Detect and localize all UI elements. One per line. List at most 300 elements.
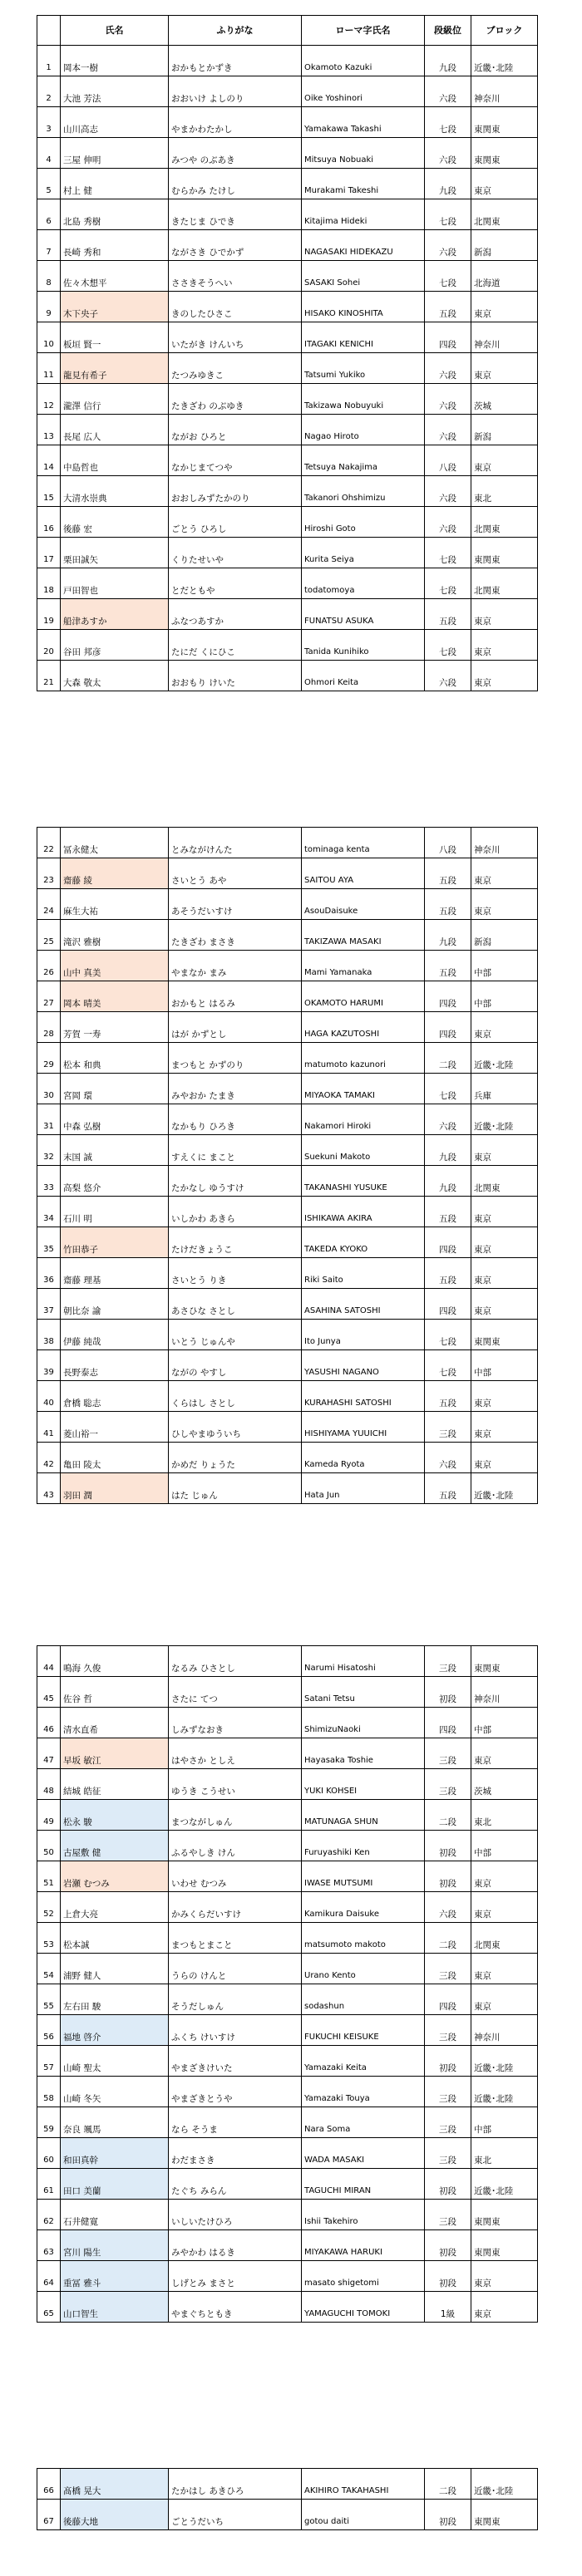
romaji-name-cell: FUNATSU ASUKA [302, 599, 425, 630]
furigana-cell: たつみゆきこ [169, 353, 302, 384]
row-number-cell: 31 [37, 1104, 61, 1135]
romaji-name-cell: AKIHIRO TAKAHASHI [302, 2469, 425, 2500]
dan-rank-cell: 七段 [425, 538, 471, 568]
name-cell: 佐々木想平 [61, 261, 169, 292]
name-cell: 三屋 伸明 [61, 138, 169, 169]
dan-rank-cell: 六段 [425, 76, 471, 107]
block-cell: 東北 [471, 476, 538, 507]
table-row [37, 828, 538, 858]
name-cell: 鳴海 久俊 [61, 1646, 169, 1677]
furigana-cell: ふなつあすか [169, 599, 302, 630]
table-row [37, 1708, 538, 1738]
furigana-cell: わだまさき [169, 2138, 302, 2169]
furigana-cell: いしいたけひろ [169, 2200, 302, 2230]
row-number-cell: 48 [37, 1769, 61, 1800]
block-cell: 神奈川 [471, 322, 538, 353]
block-cell: 神奈川 [471, 2015, 538, 2046]
table-row [37, 2169, 538, 2200]
furigana-cell: あさひな さとし [169, 1289, 302, 1320]
block-cell: 新潟 [471, 230, 538, 261]
table-row [37, 1197, 538, 1227]
name-cell: 麻生大祐 [61, 889, 169, 920]
name-cell: 古屋敷 健 [61, 1831, 169, 1861]
table-row [37, 2292, 538, 2323]
block-cell: 近畿･北陸 [471, 2046, 538, 2077]
table-row [37, 322, 538, 353]
block-cell: 東関東 [471, 1646, 538, 1677]
row-number-cell: 62 [37, 2200, 61, 2230]
furigana-cell: たけだきょうこ [169, 1227, 302, 1258]
block-cell: 中部 [471, 1831, 538, 1861]
table-row [37, 2015, 538, 2046]
block-cell: 東京 [471, 1861, 538, 1892]
row-number-cell: 11 [37, 353, 61, 384]
row-number-cell: 45 [37, 1677, 61, 1708]
name-cell: 石井健寛 [61, 2200, 169, 2230]
table-row [37, 568, 538, 599]
block-cell: 北海道 [471, 261, 538, 292]
dan-rank-cell: 六段 [425, 230, 471, 261]
dan-rank-cell: 六段 [425, 661, 471, 691]
furigana-cell: ひしやまゆういち [169, 1412, 302, 1443]
furigana-cell: みやかわ はるき [169, 2230, 302, 2261]
name-cell: 早坂 敏江 [61, 1738, 169, 1769]
table-row [37, 2500, 538, 2530]
table-row [37, 1984, 538, 2015]
romaji-name-cell: YAMAGUCHI TOMOKI [302, 2292, 425, 2323]
row-number-cell: 21 [37, 661, 61, 691]
dan-rank-cell: 三段 [425, 1769, 471, 1800]
name-cell: 瀧澤 信行 [61, 384, 169, 415]
table-body [37, 1646, 538, 2323]
row-number-cell: 44 [37, 1646, 61, 1677]
romaji-name-cell: NAGASAKI HIDEKAZU [302, 230, 425, 261]
furigana-cell: ごとう ひろし [169, 507, 302, 538]
name-cell: 松永 駿 [61, 1800, 169, 1831]
name-cell: 浦野 健人 [61, 1954, 169, 1984]
header-romaji-name-cell: ローマ字氏名 [302, 16, 425, 46]
row-number-cell: 10 [37, 322, 61, 353]
romaji-name-cell: SASAKI Sohei [302, 261, 425, 292]
table-row [37, 1861, 538, 1892]
table-row [37, 46, 538, 76]
name-cell: 重冨 雅斗 [61, 2261, 169, 2292]
block-cell: 東京 [471, 630, 538, 661]
dan-rank-cell: 二段 [425, 1043, 471, 1074]
furigana-cell: ゆうき こうせい [169, 1769, 302, 1800]
dan-rank-cell: 六段 [425, 384, 471, 415]
furigana-cell: いとう じゅんや [169, 1320, 302, 1350]
table-row [37, 476, 538, 507]
name-cell: 板垣 賢一 [61, 322, 169, 353]
romaji-name-cell: KURAHASHI SATOSHI [302, 1381, 425, 1412]
romaji-name-cell: Hayasaka Toshie [302, 1738, 425, 1769]
romaji-name-cell: tominaga kenta [302, 828, 425, 858]
table-row [37, 951, 538, 981]
romaji-name-cell: OKAMOTO HARUMI [302, 981, 425, 1012]
romaji-name-cell: TAKANASHI YUSUKE [302, 1166, 425, 1197]
romaji-name-cell: HISHIYAMA YUUICHI [302, 1412, 425, 1443]
romaji-name-cell: IWASE MUTSUMI [302, 1861, 425, 1892]
name-cell: 宮岡 環 [61, 1074, 169, 1104]
furigana-cell: ごとうだいち [169, 2500, 302, 2530]
romaji-name-cell: Mitsuya Nobuaki [302, 138, 425, 169]
name-cell: 岡本 晴美 [61, 981, 169, 1012]
dan-rank-cell: 初段 [425, 1677, 471, 1708]
row-number-cell: 54 [37, 1954, 61, 1984]
name-cell: 齋藤 理基 [61, 1258, 169, 1289]
row-number-cell: 19 [37, 599, 61, 630]
block-cell: 東北 [471, 2138, 538, 2169]
name-cell: 北島 秀樹 [61, 199, 169, 230]
name-cell: 宮川 陽生 [61, 2230, 169, 2261]
table-row [37, 2230, 538, 2261]
name-cell: 谷田 邦彦 [61, 630, 169, 661]
dan-rank-cell: 四段 [425, 322, 471, 353]
dan-rank-cell: 六段 [425, 507, 471, 538]
row-number-cell: 60 [37, 2138, 61, 2169]
block-cell: 東京 [471, 1258, 538, 1289]
block-cell: 東京 [471, 2261, 538, 2292]
table-row [37, 661, 538, 691]
romaji-name-cell: Kameda Ryota [302, 1443, 425, 1473]
name-cell: 龍見有希子 [61, 353, 169, 384]
dan-rank-cell: 五段 [425, 951, 471, 981]
block-cell: 近畿･北陸 [471, 1043, 538, 1074]
furigana-cell: そうだしゅん [169, 1984, 302, 2015]
name-cell: 大清水崇典 [61, 476, 169, 507]
name-cell: 山口智生 [61, 2292, 169, 2323]
romaji-name-cell: matsumoto makoto [302, 1923, 425, 1954]
dan-rank-cell: 五段 [425, 1473, 471, 1504]
name-cell: 大森 敬太 [61, 661, 169, 691]
name-cell: 滝沢 雅樹 [61, 920, 169, 951]
furigana-cell: たきざわ まさき [169, 920, 302, 951]
furigana-cell: なかじまてつや [169, 445, 302, 476]
furigana-cell: やまざきけいた [169, 2046, 302, 2077]
romaji-name-cell: Oike Yoshinori [302, 76, 425, 107]
dan-rank-cell: 初段 [425, 2046, 471, 2077]
furigana-cell: なるみ ひさとし [169, 1646, 302, 1677]
dan-rank-cell: 五段 [425, 1197, 471, 1227]
table-row [37, 415, 538, 445]
romaji-name-cell: Kamikura Daisuke [302, 1892, 425, 1923]
row-number-cell: 22 [37, 828, 61, 858]
dan-rank-cell: 初段 [425, 2169, 471, 2200]
romaji-name-cell: gotou daiti [302, 2500, 425, 2530]
dan-rank-cell: 三段 [425, 2107, 471, 2138]
roster-table-3 [37, 1645, 538, 2323]
row-number-cell: 57 [37, 2046, 61, 2077]
table-row [37, 2200, 538, 2230]
table-row [37, 599, 538, 630]
furigana-cell: あそうだいすけ [169, 889, 302, 920]
row-number-cell: 13 [37, 415, 61, 445]
name-cell: 朝比奈 諭 [61, 1289, 169, 1320]
dan-rank-cell: 六段 [425, 1104, 471, 1135]
dan-rank-cell: 四段 [425, 1227, 471, 1258]
block-cell: 東関東 [471, 2500, 538, 2530]
dan-rank-cell: 六段 [425, 415, 471, 445]
furigana-cell: やまざきとうや [169, 2077, 302, 2107]
block-cell: 中部 [471, 2107, 538, 2138]
dan-rank-cell: 七段 [425, 1350, 471, 1381]
block-cell: 近畿･北陸 [471, 46, 538, 76]
block-cell: 東京 [471, 1012, 538, 1043]
romaji-name-cell: Nagao Hiroto [302, 415, 425, 445]
romaji-name-cell: Kurita Seiya [302, 538, 425, 568]
romaji-name-cell: matumoto kazunori [302, 1043, 425, 1074]
block-cell: 東京 [471, 1227, 538, 1258]
furigana-cell: やまぐちともき [169, 2292, 302, 2323]
name-cell: 長崎 秀和 [61, 230, 169, 261]
table-row [37, 107, 538, 138]
row-number-cell: 53 [37, 1923, 61, 1954]
romaji-name-cell: AsouDaisuke [302, 889, 425, 920]
name-cell: 中島哲也 [61, 445, 169, 476]
name-cell: 高梨 悠介 [61, 1166, 169, 1197]
block-cell: 近畿･北陸 [471, 2469, 538, 2500]
block-cell: 茨城 [471, 384, 538, 415]
name-cell: 後藤大地 [61, 2500, 169, 2530]
block-cell: 東京 [471, 1381, 538, 1412]
row-number-cell: 8 [37, 261, 61, 292]
table-row [37, 1769, 538, 1800]
table-row [37, 981, 538, 1012]
furigana-cell: きたじま ひでき [169, 199, 302, 230]
dan-rank-cell: 五段 [425, 889, 471, 920]
header-row-number-cell [37, 16, 61, 46]
row-number-cell: 16 [37, 507, 61, 538]
table-row [37, 76, 538, 107]
block-cell: 近畿･北陸 [471, 2077, 538, 2107]
header-name-cell: 氏名 [61, 16, 169, 46]
dan-rank-cell: 四段 [425, 1289, 471, 1320]
block-cell: 東京 [471, 889, 538, 920]
row-number-cell: 50 [37, 1831, 61, 1861]
romaji-name-cell: Nara Soma [302, 2107, 425, 2138]
dan-rank-cell: 九段 [425, 1135, 471, 1166]
dan-rank-cell: 三段 [425, 1738, 471, 1769]
block-cell: 東関東 [471, 538, 538, 568]
name-cell: 結城 皓征 [61, 1769, 169, 1800]
dan-rank-cell: 三段 [425, 1412, 471, 1443]
dan-rank-cell: 三段 [425, 1646, 471, 1677]
dan-rank-cell: 二段 [425, 1923, 471, 1954]
name-cell: 岡本一樹 [61, 46, 169, 76]
row-number-cell: 15 [37, 476, 61, 507]
furigana-cell: ながお ひろと [169, 415, 302, 445]
romaji-name-cell: SAITOU AYA [302, 858, 425, 889]
furigana-cell: みつや のぶあき [169, 138, 302, 169]
block-cell: 近畿･北陸 [471, 1104, 538, 1135]
block-cell: 東京 [471, 1135, 538, 1166]
romaji-name-cell: Nakamori Hiroki [302, 1104, 425, 1135]
furigana-cell: むらかみ たけし [169, 169, 302, 199]
row-number-cell: 59 [37, 2107, 61, 2138]
dan-rank-cell: 五段 [425, 292, 471, 322]
furigana-cell: たにだ くにひこ [169, 630, 302, 661]
block-cell: 近畿･北陸 [471, 1473, 538, 1504]
romaji-name-cell: Riki Saito [302, 1258, 425, 1289]
dan-rank-cell: 七段 [425, 568, 471, 599]
name-cell: 石川 明 [61, 1197, 169, 1227]
furigana-cell: しげとみ まさと [169, 2261, 302, 2292]
header-furigana-cell: ふりがな [169, 16, 302, 46]
table-row [37, 2107, 538, 2138]
name-cell: 清水直希 [61, 1708, 169, 1738]
row-number-cell: 1 [37, 46, 61, 76]
block-cell: 中部 [471, 951, 538, 981]
block-cell: 東関東 [471, 2230, 538, 2261]
row-number-cell: 4 [37, 138, 61, 169]
header-row [37, 16, 538, 46]
dan-rank-cell: 七段 [425, 1074, 471, 1104]
block-cell: 神奈川 [471, 828, 538, 858]
furigana-cell: さいとう りき [169, 1258, 302, 1289]
row-number-cell: 63 [37, 2230, 61, 2261]
dan-rank-cell: 九段 [425, 46, 471, 76]
dan-rank-cell: 四段 [425, 1708, 471, 1738]
table-body [37, 2469, 538, 2530]
table-row [37, 1135, 538, 1166]
name-cell: 芳賀 一寿 [61, 1012, 169, 1043]
romaji-name-cell: Furuyashiki Ken [302, 1831, 425, 1861]
name-cell: 竹田恭子 [61, 1227, 169, 1258]
block-cell: 中部 [471, 1350, 538, 1381]
romaji-name-cell: TAGUCHI MIRAN [302, 2169, 425, 2200]
romaji-name-cell: Tanida Kunihiko [302, 630, 425, 661]
block-cell: 東京 [471, 1197, 538, 1227]
row-number-cell: 64 [37, 2261, 61, 2292]
romaji-name-cell: Takizawa Nobuyuki [302, 384, 425, 415]
roster-table-2 [37, 827, 538, 1504]
romaji-name-cell: todatomoya [302, 568, 425, 599]
row-number-cell: 40 [37, 1381, 61, 1412]
dan-rank-cell: 四段 [425, 1984, 471, 2015]
table-row [37, 230, 538, 261]
romaji-name-cell: Yamakawa Takashi [302, 107, 425, 138]
block-cell: 東京 [471, 169, 538, 199]
romaji-name-cell: Tetsuya Nakajima [302, 445, 425, 476]
dan-rank-cell: 七段 [425, 107, 471, 138]
block-cell: 東関東 [471, 107, 538, 138]
table-row [37, 920, 538, 951]
name-cell: 松本 和典 [61, 1043, 169, 1074]
furigana-cell: ながさき ひでかず [169, 230, 302, 261]
romaji-name-cell: Suekuni Makoto [302, 1135, 425, 1166]
furigana-cell: おかもとかずき [169, 46, 302, 76]
romaji-name-cell: Ito Junya [302, 1320, 425, 1350]
furigana-cell: おかもと はるみ [169, 981, 302, 1012]
table-row [37, 2261, 538, 2292]
romaji-name-cell: TAKIZAWA MASAKI [302, 920, 425, 951]
name-cell: 冨永健太 [61, 828, 169, 858]
table-row [37, 2077, 538, 2107]
table-row [37, 858, 538, 889]
furigana-cell: おおもり けいた [169, 661, 302, 691]
romaji-name-cell: Ishii Takehiro [302, 2200, 425, 2230]
block-cell: 東京 [471, 445, 538, 476]
furigana-cell: くらはし さとし [169, 1381, 302, 1412]
row-number-cell: 36 [37, 1258, 61, 1289]
dan-rank-cell: 七段 [425, 1320, 471, 1350]
table-row [37, 1381, 538, 1412]
name-cell: 佐谷 哲 [61, 1677, 169, 1708]
row-number-cell: 37 [37, 1289, 61, 1320]
dan-rank-cell: 五段 [425, 599, 471, 630]
header-block-cell: ブロック [471, 16, 538, 46]
table-row [37, 199, 538, 230]
name-cell: 左右田 駿 [61, 1984, 169, 2015]
furigana-cell: まつながしゅん [169, 1800, 302, 1831]
table-row [37, 1166, 538, 1197]
name-cell: 大池 芳法 [61, 76, 169, 107]
block-cell: 東京 [471, 661, 538, 691]
block-cell: 新潟 [471, 920, 538, 951]
name-cell: 木下央子 [61, 292, 169, 322]
table-row [37, 1074, 538, 1104]
roster-table-1 [37, 15, 538, 691]
name-cell: 菱山裕一 [61, 1412, 169, 1443]
row-number-cell: 12 [37, 384, 61, 415]
block-cell: 北関東 [471, 199, 538, 230]
name-cell: 山中 真美 [61, 951, 169, 981]
name-cell: 上倉大亮 [61, 1892, 169, 1923]
row-number-cell: 28 [37, 1012, 61, 1043]
name-cell: 船津あすか [61, 599, 169, 630]
dan-rank-cell: 五段 [425, 858, 471, 889]
dan-rank-cell: 九段 [425, 920, 471, 951]
table-row [37, 261, 538, 292]
table-row [37, 1320, 538, 1350]
romaji-name-cell: MIYAOKA TAMAKI [302, 1074, 425, 1104]
row-number-cell: 29 [37, 1043, 61, 1074]
furigana-cell: ふくち けいすけ [169, 2015, 302, 2046]
romaji-name-cell: Takanori Ohshimizu [302, 476, 425, 507]
name-cell: 山崎 冬矢 [61, 2077, 169, 2107]
furigana-cell: かめだ りょうた [169, 1443, 302, 1473]
furigana-cell: ささきそうへい [169, 261, 302, 292]
table-row [37, 630, 538, 661]
dan-rank-cell: 五段 [425, 1381, 471, 1412]
dan-rank-cell: 1級 [425, 2292, 471, 2323]
furigana-cell: いしかわ あきら [169, 1197, 302, 1227]
dan-rank-cell: 四段 [425, 1012, 471, 1043]
table-row [37, 1443, 538, 1473]
row-number-cell: 32 [37, 1135, 61, 1166]
row-number-cell: 55 [37, 1984, 61, 2015]
furigana-cell: みやおか たまき [169, 1074, 302, 1104]
furigana-cell: はやさか としえ [169, 1738, 302, 1769]
table-row [37, 1831, 538, 1861]
dan-rank-cell: 四段 [425, 981, 471, 1012]
table-row [37, 1646, 538, 1677]
table-row [37, 169, 538, 199]
row-number-cell: 3 [37, 107, 61, 138]
row-number-cell: 38 [37, 1320, 61, 1350]
row-number-cell: 25 [37, 920, 61, 951]
dan-rank-cell: 三段 [425, 1954, 471, 1984]
table-row [37, 1350, 538, 1381]
row-number-cell: 14 [37, 445, 61, 476]
romaji-name-cell: Narumi Hisatoshi [302, 1646, 425, 1677]
dan-rank-cell: 初段 [425, 1831, 471, 1861]
table-row [37, 1473, 538, 1504]
furigana-cell: かみくらだいすけ [169, 1892, 302, 1923]
furigana-cell: ふるやしき けん [169, 1831, 302, 1861]
block-cell: 近畿･北陸 [471, 2169, 538, 2200]
